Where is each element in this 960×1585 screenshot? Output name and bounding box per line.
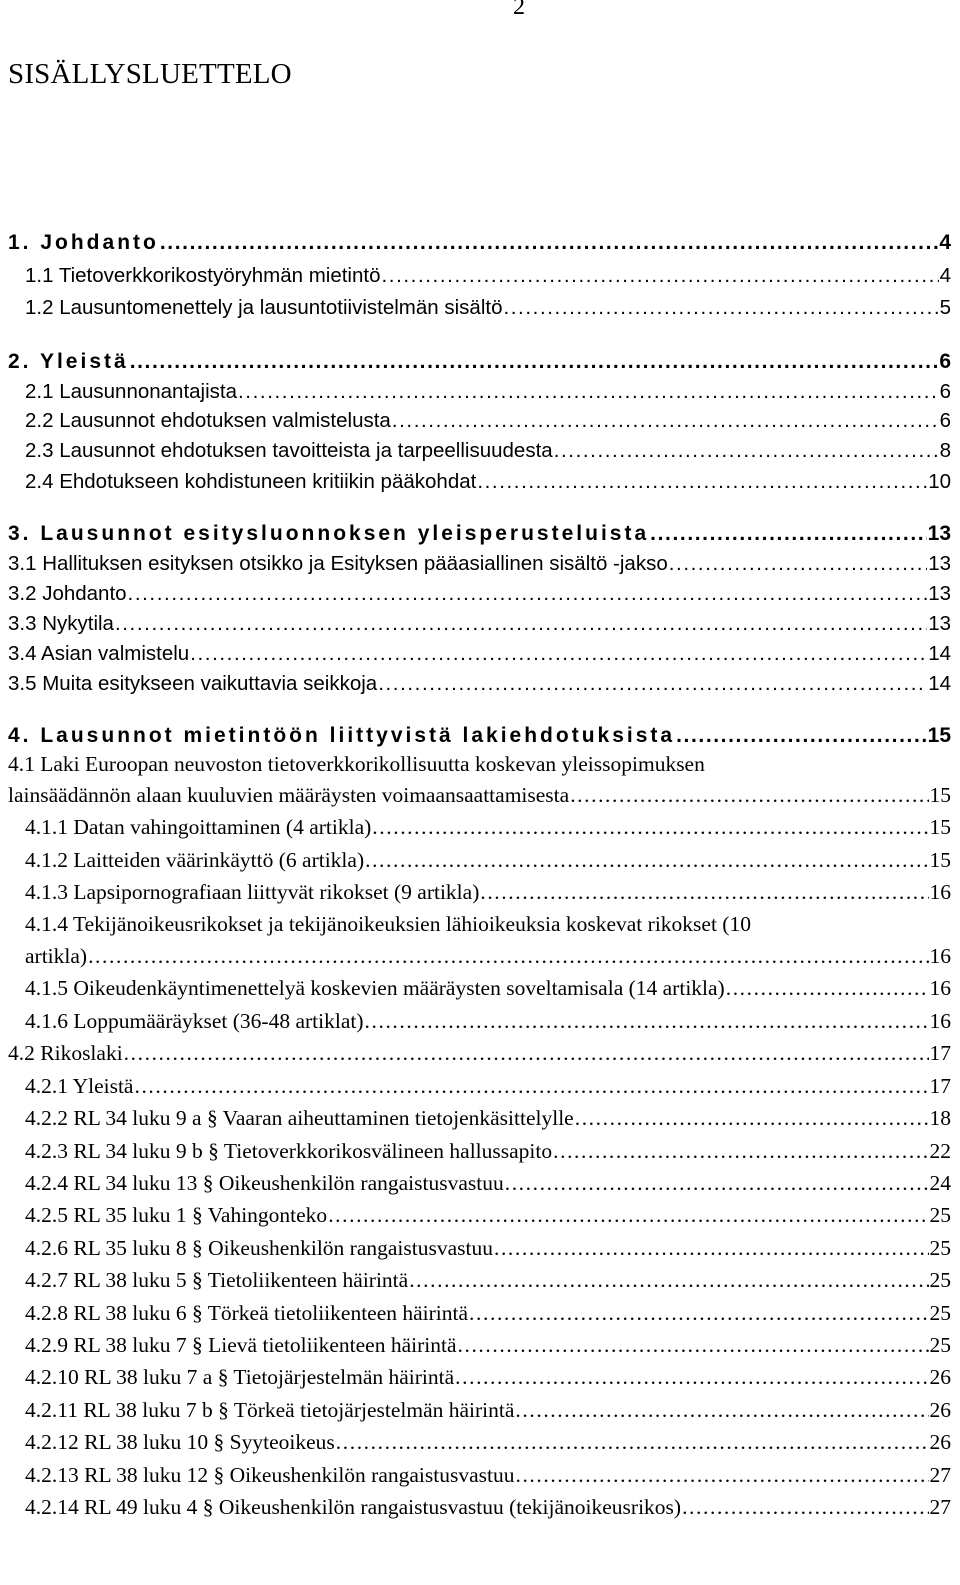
toc-entry-4-2-9[interactable] xyxy=(0,1330,960,1360)
dot-leader xyxy=(570,780,928,810)
toc-entry-text: 1.2 Lausuntomenettely ja lausuntotiivistelmän sisältö xyxy=(25,296,503,319)
toc-entry-4-2-3[interactable] xyxy=(0,1136,960,1166)
dot-leader xyxy=(503,293,938,323)
dot-leader xyxy=(682,1492,928,1522)
toc-entry-text: 4.2.7 RL 38 luku 5 § Tietoliikenteen häirintä xyxy=(25,1268,409,1292)
dot-leader xyxy=(494,1233,929,1263)
dot-leader xyxy=(650,519,927,549)
document-title: SISÄLLYSLUETTELO xyxy=(8,58,292,90)
toc-entry-text: 4.1.6 Loppumääräykset (36-48 artiklat) xyxy=(25,1009,364,1033)
toc-entry-text: 4.2.14 RL 49 luku 4 § Oikeushenkilön rangaistusvastuu (tekijänoikeusrikos) xyxy=(25,1495,682,1519)
toc-entry-text: 4.2.13 RL 38 luku 12 § Oikeushenkilön rangaistusvastuu xyxy=(25,1463,515,1487)
dot-leader xyxy=(726,973,929,1003)
dot-leader xyxy=(458,1330,929,1360)
toc-entry-text: 4.1.2 Laitteiden väärinkäyttö (6 artikla) xyxy=(25,848,365,872)
toc-entry-4-1-6[interactable] xyxy=(0,1006,960,1036)
toc-entry-text: 3.3 Nykytila xyxy=(8,612,114,635)
toc-entry-text: artikla) xyxy=(25,944,88,968)
toc-entry-4-2-8[interactable] xyxy=(0,1298,960,1328)
toc-entry-text: 4.1.5 Oikeudenkäyntimenettelyä koskevien määräysten soveltamisala (14 artikla) xyxy=(25,976,725,1000)
toc-entry-text: lainsäädännön alaan kuuluvien määräysten voimaansaattamisesta xyxy=(8,783,570,807)
toc-page-number: 15 xyxy=(927,724,951,747)
dot-leader xyxy=(336,1427,929,1457)
toc-page-number: 8 xyxy=(939,439,951,462)
toc-entry-text: 4.1.3 Lapsipornografiaan liittyvät rikokset (9 artikla) xyxy=(25,880,480,904)
toc-entry-text: 2.4 Ehdotukseen kohdistuneen kritiikin pääkohdat xyxy=(25,470,477,493)
toc-entry-text: 3.5 Muita esitykseen vaikuttavia seikkoja xyxy=(8,672,378,695)
toc-entry-chapter-2[interactable] xyxy=(0,347,960,377)
toc-entry-4-2-7[interactable] xyxy=(0,1265,960,1295)
toc-entry-text: 3.2 Johdanto xyxy=(8,582,127,605)
toc-entry-text: 4.2.6 RL 35 luku 8 § Oikeushenkilön rangaistusvastuu xyxy=(25,1236,493,1260)
toc-entry-text: 2.3 Lausunnot ehdotuksen tavoitteista ja tarpeellisuudesta xyxy=(25,439,553,462)
dot-leader xyxy=(160,228,938,258)
toc-page-number: 4 xyxy=(939,231,951,254)
dot-leader xyxy=(124,1038,929,1068)
dot-leader xyxy=(553,1136,928,1166)
toc-entry-text: 4. Lausunnot mietintöön liittyvistä lakiehdotuksista xyxy=(8,724,676,747)
toc-entry-text: 4.2.1 Yleistä xyxy=(25,1074,134,1098)
toc-entry-3-2[interactable] xyxy=(0,579,960,609)
toc-page-number: 22 xyxy=(929,1139,951,1163)
toc-page-number: 15 xyxy=(929,848,951,872)
toc-entry-2-3[interactable] xyxy=(0,436,960,466)
toc-page-number: 25 xyxy=(929,1236,951,1260)
toc-entry-text: 3. Lausunnot esitysluonnoksen yleisperusteluista xyxy=(8,522,650,545)
toc-page-number: 6 xyxy=(939,350,951,373)
toc-entry-4-2-13[interactable] xyxy=(0,1460,960,1490)
dot-leader xyxy=(477,467,927,497)
toc-page-number: 14 xyxy=(928,672,951,695)
toc-page-number: 25 xyxy=(929,1301,951,1325)
dot-leader xyxy=(88,941,928,971)
toc-entry-text: 4.2.3 RL 34 luku 9 b § Tietoverkkorikosvälineen hallussapito xyxy=(25,1139,553,1163)
dot-leader xyxy=(372,812,928,842)
toc-entry-text: 4.1.1 Datan vahingoittaminen (4 artikla) xyxy=(25,815,372,839)
toc-page-number: 17 xyxy=(929,1074,951,1098)
toc-entry-4-2-6[interactable] xyxy=(0,1233,960,1263)
toc-entry-text: 2. Yleistä xyxy=(8,350,129,373)
toc-entry-4-2-1[interactable] xyxy=(0,1071,960,1101)
toc-entry-text: 3.4 Asian valmistelu xyxy=(8,642,190,665)
dot-leader xyxy=(365,845,928,875)
dot-leader xyxy=(575,1103,929,1133)
toc-entry-3-4[interactable] xyxy=(0,639,960,669)
toc-page-number: 13 xyxy=(927,522,951,545)
toc-page-number: 4 xyxy=(939,264,951,287)
toc-page-number: 15 xyxy=(929,783,951,807)
toc-entry-text: 2.2 Lausunnot ehdotuksen valmistelusta xyxy=(25,409,391,432)
toc-page-number: 27 xyxy=(929,1495,951,1519)
toc-entry-text: 4.2.5 RL 35 luku 1 § Vahingonteko xyxy=(25,1203,328,1227)
toc-entry-4-1-line1[interactable]: 4.1 Laki Euroopan neuvoston tietoverkkorikollisuutta koskevan yleissopimuksen xyxy=(8,752,705,776)
toc-entry-2-1[interactable] xyxy=(0,377,960,407)
toc-page-number: 14 xyxy=(928,642,951,665)
toc-entry-4-1-4-line1[interactable]: 4.1.4 Tekijänoikeusrikokset ja tekijänoikeuksien lähioikeuksia koskevat rikokset (10 xyxy=(25,912,751,936)
toc-entry-text: 4.2.9 RL 38 luku 7 § Lievä tietoliikenteen häirintä xyxy=(25,1333,457,1357)
toc-entry-4-2-5[interactable] xyxy=(0,1200,960,1230)
toc-page-number: 15 xyxy=(929,815,951,839)
toc-entry-3-3[interactable] xyxy=(0,609,960,639)
dot-leader xyxy=(469,1298,928,1328)
toc-entry-text: 1. Johdanto xyxy=(8,231,159,254)
dot-leader xyxy=(365,1006,929,1036)
toc-page-number: 16 xyxy=(929,880,951,904)
dot-leader xyxy=(480,877,928,907)
toc-entry-1-1[interactable] xyxy=(0,261,960,291)
toc-page-number: 16 xyxy=(929,976,951,1000)
dot-leader xyxy=(505,1168,929,1198)
toc-entry-text: 4.2.10 RL 38 luku 7 a § Tietojärjestelmän häirintä xyxy=(25,1365,455,1389)
dot-leader xyxy=(238,377,939,407)
dot-leader xyxy=(134,1071,928,1101)
toc-entry-4-2-10[interactable] xyxy=(0,1362,960,1392)
toc-page-number: 25 xyxy=(929,1203,951,1227)
toc-entry-3-1[interactable] xyxy=(0,549,960,579)
dot-leader xyxy=(130,347,939,377)
toc-entry-4-2-14[interactable] xyxy=(0,1492,960,1522)
toc-page-number: 26 xyxy=(929,1398,951,1422)
toc-entry-4-2-12[interactable] xyxy=(0,1427,960,1457)
dot-leader xyxy=(115,609,927,639)
toc-entry-2-2[interactable] xyxy=(0,406,960,436)
toc-entry-text: 3.1 Hallituksen esityksen otsikko ja Esityksen pääasiallinen sisältö -jakso xyxy=(8,552,668,575)
toc-page-number: 6 xyxy=(939,380,951,403)
toc-entry-2-4[interactable] xyxy=(0,467,960,497)
toc-page-number: 25 xyxy=(929,1268,951,1292)
toc-entry-4-2[interactable] xyxy=(0,1038,960,1068)
toc-page-number: 13 xyxy=(928,582,951,605)
toc-page-number: 26 xyxy=(929,1365,951,1389)
dot-leader xyxy=(669,549,927,579)
toc-entry-4-1-2[interactable] xyxy=(0,845,960,875)
toc-entry-4-1-5[interactable] xyxy=(0,973,960,1003)
dot-leader xyxy=(515,1395,928,1425)
toc-entry-text: 1.1 Tietoverkkorikostyöryhmän mietintö xyxy=(25,264,381,287)
toc-entry-4-2-11[interactable] xyxy=(0,1395,960,1425)
toc-entry-text: 4.2 Rikoslaki xyxy=(8,1041,123,1065)
toc-page-number: 16 xyxy=(929,1009,951,1033)
toc-entry-text: 4.2.2 RL 34 luku 9 a § Vaaran aiheuttaminen tietojenkäsittelylle xyxy=(25,1106,574,1130)
page-number: 2 xyxy=(513,0,525,20)
toc-entry-text: 4.2.8 RL 38 luku 6 § Törkeä tietoliikenteen häirintä xyxy=(25,1301,469,1325)
toc-entry-4-1-1[interactable] xyxy=(0,812,960,842)
dot-leader xyxy=(381,261,938,291)
dot-leader xyxy=(515,1460,928,1490)
toc-entry-text: 4.2.11 RL 38 luku 7 b § Törkeä tietojärjestelmän häirintä xyxy=(25,1398,515,1422)
dot-leader xyxy=(328,1200,928,1230)
toc-page-number: 25 xyxy=(929,1333,951,1357)
toc-page-number: 18 xyxy=(929,1106,951,1130)
dot-leader xyxy=(554,436,939,466)
toc-entry-text: 4.2.4 RL 34 luku 13 § Oikeushenkilön rangaistusvastuu xyxy=(25,1171,504,1195)
toc-page-number: 5 xyxy=(939,296,951,319)
dot-leader xyxy=(190,639,927,669)
toc-page-number: 10 xyxy=(928,470,951,493)
toc-entry-chapter-1[interactable] xyxy=(0,228,960,258)
dot-leader xyxy=(676,721,927,751)
toc-entry-chapter-4[interactable] xyxy=(0,721,960,751)
toc-entry-text: 4.2.12 RL 38 luku 10 § Syyteoikeus xyxy=(25,1430,335,1454)
dot-leader xyxy=(409,1265,928,1295)
toc-entry-4-2-4[interactable] xyxy=(0,1168,960,1198)
dot-leader xyxy=(392,406,939,436)
toc-page-number: 16 xyxy=(929,944,951,968)
toc-entry-4-1-4-line2[interactable] xyxy=(0,941,960,971)
toc-page-number: 13 xyxy=(928,552,951,575)
toc-entry-text: 2.1 Lausunnonantajista xyxy=(25,380,238,403)
toc-entry-1-2[interactable] xyxy=(0,293,960,323)
toc-entry-4-1-line2[interactable] xyxy=(0,780,960,810)
toc-page-number: 17 xyxy=(929,1041,951,1065)
toc-entry-3-5[interactable] xyxy=(0,669,960,699)
toc-page-number: 6 xyxy=(939,409,951,432)
toc-page-number: 27 xyxy=(929,1463,951,1487)
dot-leader xyxy=(128,579,928,609)
toc-entry-chapter-3[interactable] xyxy=(0,519,960,549)
toc-entry-4-1-3[interactable] xyxy=(0,877,960,907)
dot-leader xyxy=(455,1362,928,1392)
toc-page-number: 26 xyxy=(929,1430,951,1454)
toc-page-number: 24 xyxy=(929,1171,951,1195)
dot-leader xyxy=(378,669,927,699)
toc-page-number: 13 xyxy=(928,612,951,635)
toc-entry-4-2-2[interactable] xyxy=(0,1103,960,1133)
